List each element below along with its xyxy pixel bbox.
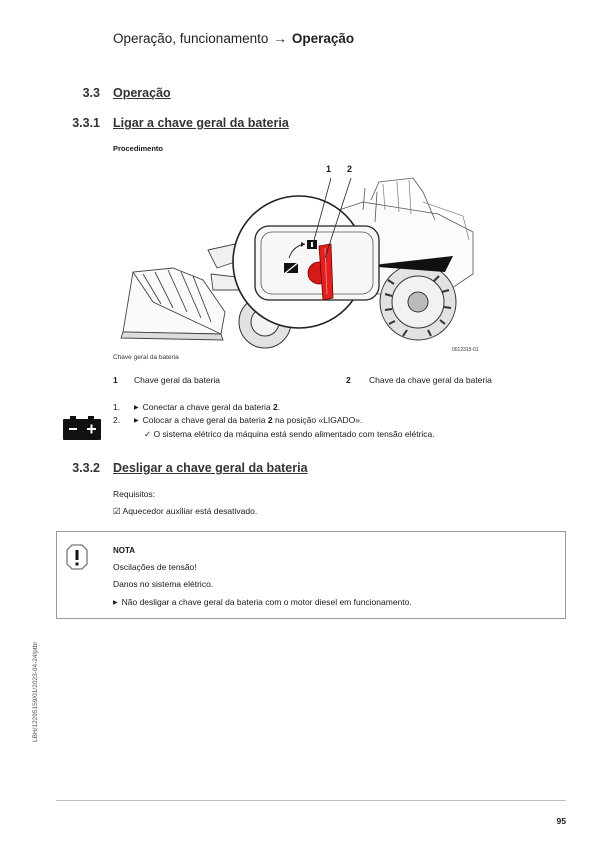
checkbox-checked-icon: ☑ <box>113 506 121 516</box>
page-number: 95 <box>556 816 566 826</box>
subsection-title: Ligar a chave geral da bateria <box>113 116 289 130</box>
step-1: ▶ Conectar a chave geral da bateria 2. <box>134 402 281 412</box>
battery-icon <box>63 416 101 440</box>
check-icon: ✓ <box>144 429 152 439</box>
legend-label-2: Chave da chave geral da bateria <box>369 375 492 385</box>
section-number: 3.3 <box>82 86 100 100</box>
triangle-bullet-icon: ▶ <box>113 600 118 606</box>
footer-rule <box>56 800 566 801</box>
figure-caption: Chave geral da bateria <box>113 354 179 361</box>
requirement-item: ☑ Aquecedor auxiliar está desativado. <box>113 506 258 516</box>
loader-bucket <box>121 268 225 340</box>
breadcrumb-current: Operação <box>291 31 355 46</box>
breadcrumb <box>113 31 354 46</box>
step-number-2: 2. <box>113 415 121 425</box>
requirements-label: Requisitos: <box>113 489 156 499</box>
callout-2: 2 <box>347 164 353 174</box>
subsection-number: 3.3.1 <box>72 116 100 130</box>
document-code: LBH/12295159/01/2023-04-24/ptbr <box>32 641 39 742</box>
triangle-bullet-icon: ▶ <box>134 418 139 424</box>
note-title: NOTA <box>113 546 136 555</box>
exclamation-icon <box>66 544 88 570</box>
callout-1: 1 <box>326 164 332 174</box>
battery-on-symbol <box>307 240 317 249</box>
step-result: ✓ O sistema elétrico da máquina está sendo alimentado com tensão elétrica. <box>144 429 435 439</box>
battery-off-symbol <box>284 262 299 274</box>
subsection-title: Desligar a chave geral da bateria <box>113 461 308 475</box>
triangle-bullet-icon: ▶ <box>134 405 139 411</box>
note-line-2: Danos no sistema elétrico. <box>113 579 214 589</box>
arrow-right-icon: → <box>273 31 287 46</box>
section-title: Operação <box>113 86 171 100</box>
step-number-1: 1. <box>113 402 121 412</box>
procedure-label: Procedimento <box>113 144 164 153</box>
legend-number-1: 1 <box>113 375 118 385</box>
subsection-number: 3.3.2 <box>72 461 100 475</box>
legend-number-2: 2 <box>346 375 351 385</box>
figure-id: 0012315-01 <box>452 347 479 353</box>
battery-switch-figure <box>113 162 489 358</box>
legend-label-1: Chave geral da bateria <box>134 375 221 385</box>
breadcrumb-section: Operação, funcionamento <box>113 31 269 46</box>
note-action: ▶ Não desligar a chave geral da bateria com o motor diesel em funcionamento. <box>113 597 412 607</box>
note-line-1: Oscilações de tensão! <box>113 562 197 572</box>
step-2: ▶ Colocar a chave geral da bateria 2 na posição «LIGADO». <box>134 415 363 425</box>
